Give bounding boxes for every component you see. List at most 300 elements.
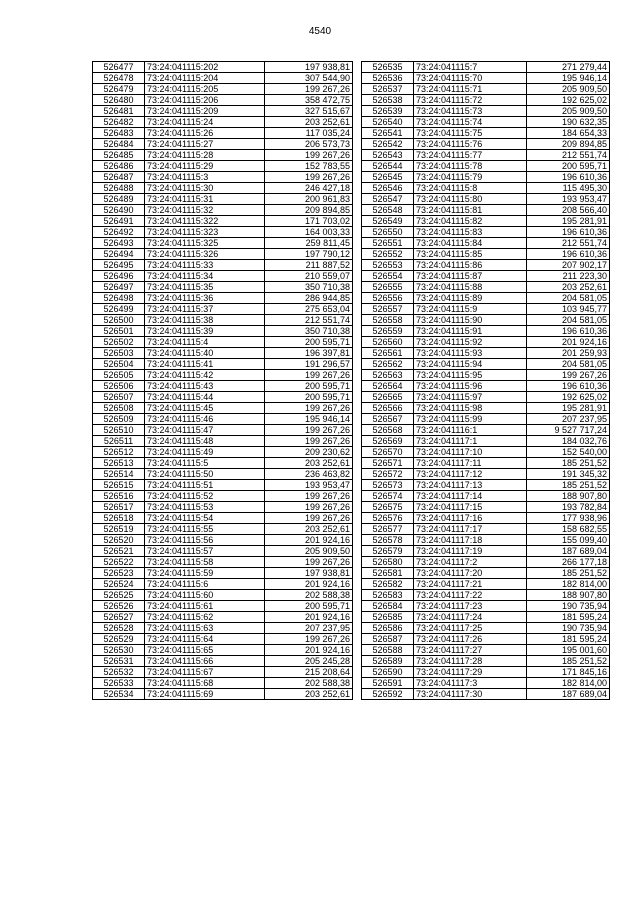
row-number-cell: 526485	[93, 150, 145, 161]
row-number-cell: 526562	[362, 359, 414, 370]
row-number-cell: 526517	[93, 502, 145, 513]
row-number-cell: 526508	[93, 403, 145, 414]
table-row	[93, 645, 353, 656]
value-cell: 195 946,14	[527, 73, 610, 84]
table-row	[93, 216, 353, 227]
value-cell: 211 887,52	[265, 260, 353, 271]
row-number-cell: 526477	[93, 62, 145, 73]
cadastral-number-cell: 73:24:041115:326	[145, 249, 265, 260]
value-cell: 203 252,61	[265, 689, 353, 700]
cadastral-number-cell: 73:24:041115:9	[414, 304, 527, 315]
table-row	[362, 513, 610, 524]
value-cell: 209 230,62	[265, 447, 353, 458]
row-number-cell: 526552	[362, 249, 414, 260]
cadastral-number-cell: 73:24:041115:99	[414, 414, 527, 425]
table-row	[93, 359, 353, 370]
table-row	[93, 150, 353, 161]
table-row	[362, 304, 610, 315]
row-number-cell: 526484	[93, 139, 145, 150]
row-number-cell: 526577	[362, 524, 414, 535]
row-number-cell: 526532	[93, 667, 145, 678]
table-row	[93, 414, 353, 425]
row-number-cell: 526535	[362, 62, 414, 73]
cadastral-number-cell: 73:24:041117:22	[414, 590, 527, 601]
row-number-cell: 526559	[362, 326, 414, 337]
cadastral-number-cell: 73:24:041115:57	[145, 546, 265, 557]
value-cell: 212 551,74	[527, 150, 610, 161]
value-cell: 199 267,26	[265, 403, 353, 414]
value-cell: 259 811,45	[265, 238, 353, 249]
table-row	[362, 370, 610, 381]
value-cell: 181 595,24	[527, 612, 610, 623]
table-row	[362, 227, 610, 238]
cadastral-number-cell: 73:24:041115:65	[145, 645, 265, 656]
row-number-cell: 526579	[362, 546, 414, 557]
value-cell: 193 953,47	[265, 480, 353, 491]
row-number-cell: 526545	[362, 172, 414, 183]
cadastral-number-cell: 73:24:041115:80	[414, 194, 527, 205]
table-row	[362, 414, 610, 425]
table-row	[93, 678, 353, 689]
value-cell: 210 559,07	[265, 271, 353, 282]
row-number-cell: 526482	[93, 117, 145, 128]
row-number-cell: 526498	[93, 293, 145, 304]
table-row	[93, 601, 353, 612]
cadastral-number-cell: 73:24:041117:23	[414, 601, 527, 612]
table-row	[93, 447, 353, 458]
row-number-cell: 526488	[93, 183, 145, 194]
table-row	[362, 645, 610, 656]
row-number-cell: 526491	[93, 216, 145, 227]
table-row	[362, 348, 610, 359]
row-number-cell: 526525	[93, 590, 145, 601]
value-cell: 203 252,61	[265, 524, 353, 535]
value-cell: 200 595,71	[265, 381, 353, 392]
table-row	[362, 128, 610, 139]
cadastral-number-cell: 73:24:041115:26	[145, 128, 265, 139]
cadastral-number-cell: 73:24:041115:70	[414, 73, 527, 84]
table-row	[362, 667, 610, 678]
table-row	[362, 238, 610, 249]
value-cell: 158 682,55	[527, 524, 610, 535]
table-row	[362, 260, 610, 271]
cadastral-number-cell: 73:24:041115:39	[145, 326, 265, 337]
value-cell: 211 223,30	[527, 271, 610, 282]
cadastral-number-cell: 73:24:041115:30	[145, 183, 265, 194]
value-cell: 196 397,81	[265, 348, 353, 359]
value-cell: 192 625,02	[527, 392, 610, 403]
row-number-cell: 526542	[362, 139, 414, 150]
table-row	[93, 249, 353, 260]
table-row	[362, 84, 610, 95]
table-row	[93, 546, 353, 557]
cadastral-number-cell: 73:24:041115:68	[145, 678, 265, 689]
row-number-cell: 526551	[362, 238, 414, 249]
value-cell: 199 267,26	[265, 436, 353, 447]
row-number-cell: 526583	[362, 590, 414, 601]
cadastral-number-cell: 73:24:041115:95	[414, 370, 527, 381]
cadastral-number-cell: 73:24:041115:67	[145, 667, 265, 678]
table-row	[93, 84, 353, 95]
table-row	[93, 491, 353, 502]
value-cell: 195 281,91	[527, 403, 610, 414]
cadastral-number-cell: 73:24:041117:20	[414, 568, 527, 579]
value-cell: 181 595,24	[527, 634, 610, 645]
row-number-cell: 526533	[93, 678, 145, 689]
value-cell: 115 495,30	[527, 183, 610, 194]
value-cell: 202 588,38	[265, 590, 353, 601]
row-number-cell: 526592	[362, 689, 414, 700]
table-row	[362, 106, 610, 117]
row-number-cell: 526581	[362, 568, 414, 579]
cadastral-number-cell: 73:24:041115:74	[414, 117, 527, 128]
value-cell: 196 610,36	[527, 326, 610, 337]
row-number-cell: 526504	[93, 359, 145, 370]
table-row	[93, 62, 353, 73]
value-cell: 191 345,32	[527, 469, 610, 480]
table-row	[362, 161, 610, 172]
cadastral-number-cell: 73:24:041115:77	[414, 150, 527, 161]
row-number-cell: 526585	[362, 612, 414, 623]
value-cell: 209 894,85	[527, 139, 610, 150]
value-cell: 117 035,24	[265, 128, 353, 139]
row-number-cell: 526558	[362, 315, 414, 326]
cadastral-number-cell: 73:24:041115:62	[145, 612, 265, 623]
row-number-cell: 526520	[93, 535, 145, 546]
row-number-cell: 526513	[93, 458, 145, 469]
table-row	[93, 568, 353, 579]
cadastral-number-cell: 73:24:041115:64	[145, 634, 265, 645]
row-number-cell: 526544	[362, 161, 414, 172]
cadastral-number-cell: 73:24:041117:25	[414, 623, 527, 634]
table-row	[362, 491, 610, 502]
value-cell: 208 566,40	[527, 205, 610, 216]
cadastral-number-cell: 73:24:041115:56	[145, 535, 265, 546]
row-number-cell: 526524	[93, 579, 145, 590]
value-cell: 199 267,26	[265, 172, 353, 183]
table-row	[362, 579, 610, 590]
table-row	[93, 689, 353, 700]
value-cell: 199 267,26	[265, 634, 353, 645]
row-number-cell: 526531	[93, 656, 145, 667]
row-number-cell: 526522	[93, 557, 145, 568]
value-cell: 266 177,18	[527, 557, 610, 568]
table-row	[93, 557, 353, 568]
cadastral-number-cell: 73:24:041115:59	[145, 568, 265, 579]
cadastral-number-cell: 73:24:041115:61	[145, 601, 265, 612]
value-cell: 201 924,16	[265, 535, 353, 546]
cadastral-number-cell: 73:24:041117:11	[414, 458, 527, 469]
cadastral-number-cell: 73:24:041115:75	[414, 128, 527, 139]
value-cell: 197 790,12	[265, 249, 353, 260]
row-number-cell: 526587	[362, 634, 414, 645]
row-number-cell: 526586	[362, 623, 414, 634]
cadastral-number-cell: 73:24:041115:91	[414, 326, 527, 337]
cadastral-number-cell: 73:24:041117:29	[414, 667, 527, 678]
cadastral-number-cell: 73:24:041117:27	[414, 645, 527, 656]
cadastral-number-cell: 73:24:041115:54	[145, 513, 265, 524]
value-cell: 196 610,36	[527, 172, 610, 183]
cadastral-number-cell: 73:24:041115:36	[145, 293, 265, 304]
table-row	[93, 238, 353, 249]
table-row	[362, 568, 610, 579]
table-row	[362, 480, 610, 491]
cadastral-number-cell: 73:24:041115:32	[145, 205, 265, 216]
row-number-cell: 526550	[362, 227, 414, 238]
table-row	[362, 612, 610, 623]
value-cell: 350 710,38	[265, 282, 353, 293]
cadastral-number-cell: 73:24:041115:85	[414, 249, 527, 260]
value-cell: 286 944,85	[265, 293, 353, 304]
row-number-cell: 526547	[362, 194, 414, 205]
row-number-cell: 526527	[93, 612, 145, 623]
cadastral-number-cell: 73:24:041115:88	[414, 282, 527, 293]
value-cell: 152 783,55	[265, 161, 353, 172]
table-row	[93, 612, 353, 623]
table-row	[362, 535, 610, 546]
value-cell: 196 610,36	[527, 381, 610, 392]
row-number-cell: 526505	[93, 370, 145, 381]
cadastral-number-cell: 73:24:041115:41	[145, 359, 265, 370]
row-number-cell: 526538	[362, 95, 414, 106]
table-row	[93, 469, 353, 480]
row-number-cell: 526537	[362, 84, 414, 95]
row-number-cell: 526496	[93, 271, 145, 282]
cadastral-number-cell: 73:24:041117:28	[414, 656, 527, 667]
table-row	[93, 502, 353, 513]
table-row	[93, 106, 353, 117]
table-row	[362, 392, 610, 403]
table-row	[93, 128, 353, 139]
table-row	[93, 667, 353, 678]
value-cell: 207 902,17	[527, 260, 610, 271]
page-number: 4540	[308, 26, 332, 37]
row-number-cell: 526563	[362, 370, 414, 381]
table-row	[362, 172, 610, 183]
value-cell: 184 654,33	[527, 128, 610, 139]
cadastral-number-cell: 73:24:041115:47	[145, 425, 265, 436]
value-cell: 206 573,73	[265, 139, 353, 150]
table-row	[362, 315, 610, 326]
cadastral-number-cell: 73:24:041117:13	[414, 480, 527, 491]
cadastral-number-cell: 73:24:041115:6	[145, 579, 265, 590]
table-row	[93, 403, 353, 414]
value-cell: 201 259,93	[527, 348, 610, 359]
value-cell: 350 710,38	[265, 326, 353, 337]
table-row	[93, 282, 353, 293]
table-row	[362, 678, 610, 689]
value-cell: 236 463,82	[265, 469, 353, 480]
row-number-cell: 526521	[93, 546, 145, 557]
row-number-cell: 526574	[362, 491, 414, 502]
table-row	[93, 436, 353, 447]
row-number-cell: 526534	[93, 689, 145, 700]
value-cell: 212 551,74	[265, 315, 353, 326]
cadastral-number-cell: 73:24:041117:16	[414, 513, 527, 524]
cadastral-number-cell: 73:24:041115:38	[145, 315, 265, 326]
cadastral-number-cell: 73:24:041115:46	[145, 414, 265, 425]
value-cell: 202 588,38	[265, 678, 353, 689]
cadastral-number-cell: 73:24:041117:14	[414, 491, 527, 502]
row-number-cell: 526518	[93, 513, 145, 524]
row-number-cell: 526557	[362, 304, 414, 315]
value-cell: 187 689,04	[527, 689, 610, 700]
row-number-cell: 526573	[362, 480, 414, 491]
row-number-cell: 526564	[362, 381, 414, 392]
table-row	[362, 139, 610, 150]
value-cell: 196 610,36	[527, 249, 610, 260]
row-number-cell: 526487	[93, 172, 145, 183]
row-number-cell: 526481	[93, 106, 145, 117]
table-row	[93, 260, 353, 271]
value-cell: 177 938,96	[527, 513, 610, 524]
cadastral-number-cell: 73:24:041115:78	[414, 161, 527, 172]
row-number-cell: 526580	[362, 557, 414, 568]
value-cell: 185 251,52	[527, 458, 610, 469]
row-number-cell: 526519	[93, 524, 145, 535]
table-row	[93, 326, 353, 337]
cadastral-number-cell: 73:24:041117:1	[414, 436, 527, 447]
value-cell: 199 267,26	[265, 557, 353, 568]
row-number-cell: 526512	[93, 447, 145, 458]
row-number-cell: 526523	[93, 568, 145, 579]
row-number-cell: 526494	[93, 249, 145, 260]
table-row	[93, 425, 353, 436]
value-cell: 196 610,36	[527, 227, 610, 238]
table-row	[93, 95, 353, 106]
table-row	[93, 205, 353, 216]
table-row	[93, 315, 353, 326]
value-cell: 155 099,40	[527, 535, 610, 546]
cadastral-number-cell: 73:24:041115:209	[145, 106, 265, 117]
value-cell: 201 924,16	[265, 612, 353, 623]
cadastral-number-cell: 73:24:041115:53	[145, 502, 265, 513]
table-row	[93, 513, 353, 524]
row-number-cell: 526479	[93, 84, 145, 95]
row-number-cell: 526493	[93, 238, 145, 249]
value-cell: 9 527 717,24	[527, 425, 610, 436]
row-number-cell: 526526	[93, 601, 145, 612]
cadastral-number-cell: 73:24:041115:28	[145, 150, 265, 161]
value-cell: 171 703,02	[265, 216, 353, 227]
row-number-cell: 526578	[362, 535, 414, 546]
cadastral-number-cell: 73:24:041115:29	[145, 161, 265, 172]
value-cell: 190 735,94	[527, 601, 610, 612]
row-number-cell: 526560	[362, 337, 414, 348]
value-cell: 191 296,57	[265, 359, 353, 370]
row-number-cell: 526480	[93, 95, 145, 106]
cadastral-number-cell: 73:24:041117:24	[414, 612, 527, 623]
table-row	[362, 590, 610, 601]
table-row	[93, 304, 353, 315]
cadastral-number-cell: 73:24:041116:1	[414, 425, 527, 436]
value-cell: 200 595,71	[265, 601, 353, 612]
cadastral-number-cell: 73:24:041115:89	[414, 293, 527, 304]
table-row	[93, 590, 353, 601]
table-row	[93, 172, 353, 183]
value-cell: 215 208,64	[265, 667, 353, 678]
cadastral-number-cell: 73:24:041115:206	[145, 95, 265, 106]
table-row	[362, 469, 610, 480]
row-number-cell: 526510	[93, 425, 145, 436]
row-number-cell: 526567	[362, 414, 414, 425]
cadastral-number-cell: 73:24:041115:63	[145, 623, 265, 634]
row-number-cell: 526566	[362, 403, 414, 414]
table-row	[93, 458, 353, 469]
table-row	[362, 73, 610, 84]
value-cell: 201 924,16	[265, 579, 353, 590]
table-row	[362, 425, 610, 436]
table-row	[362, 403, 610, 414]
table-row	[93, 579, 353, 590]
value-cell: 199 267,26	[527, 370, 610, 381]
table-row	[362, 249, 610, 260]
value-cell: 184 032,76	[527, 436, 610, 447]
table-row	[93, 183, 353, 194]
row-number-cell: 526568	[362, 425, 414, 436]
table-row	[362, 447, 610, 458]
row-number-cell: 526497	[93, 282, 145, 293]
table-row	[93, 623, 353, 634]
cadastral-number-cell: 73:24:041115:24	[145, 117, 265, 128]
row-number-cell: 526499	[93, 304, 145, 315]
row-number-cell: 526548	[362, 205, 414, 216]
row-number-cell: 526555	[362, 282, 414, 293]
cadastral-number-cell: 73:24:041115:7	[414, 62, 527, 73]
value-cell: 246 427,18	[265, 183, 353, 194]
row-number-cell: 526539	[362, 106, 414, 117]
row-number-cell: 526489	[93, 194, 145, 205]
value-cell: 207 237,95	[265, 623, 353, 634]
table-row	[362, 381, 610, 392]
cadastral-number-cell: 73:24:041115:205	[145, 84, 265, 95]
value-cell: 207 237,95	[527, 414, 610, 425]
cadastral-number-cell: 73:24:041117:30	[414, 689, 527, 700]
table-row	[93, 227, 353, 238]
table-row	[362, 458, 610, 469]
table-row	[93, 634, 353, 645]
row-number-cell: 526502	[93, 337, 145, 348]
value-cell: 201 924,16	[527, 337, 610, 348]
cadastral-number-cell: 73:24:041115:55	[145, 524, 265, 535]
cadastral-number-cell: 73:24:041117:26	[414, 634, 527, 645]
row-number-cell: 526500	[93, 315, 145, 326]
row-number-cell: 526554	[362, 271, 414, 282]
table-row	[362, 656, 610, 667]
row-number-cell: 526584	[362, 601, 414, 612]
cadastral-number-cell: 73:24:041115:73	[414, 106, 527, 117]
table-row	[93, 370, 353, 381]
table-row	[93, 271, 353, 282]
cadastral-number-cell: 73:24:041115:44	[145, 392, 265, 403]
value-cell: 187 689,04	[527, 546, 610, 557]
cadastral-number-cell: 73:24:041115:50	[145, 469, 265, 480]
row-number-cell: 526561	[362, 348, 414, 359]
value-cell: 204 581,05	[527, 315, 610, 326]
row-number-cell: 526495	[93, 260, 145, 271]
row-number-cell: 526492	[93, 227, 145, 238]
row-number-cell: 526506	[93, 381, 145, 392]
cadastral-number-cell: 73:24:041115:40	[145, 348, 265, 359]
table-row	[362, 337, 610, 348]
row-number-cell: 526570	[362, 447, 414, 458]
cadastral-number-cell: 73:24:041115:51	[145, 480, 265, 491]
table-row	[362, 436, 610, 447]
cadastral-number-cell: 73:24:041115:37	[145, 304, 265, 315]
table-row	[362, 95, 610, 106]
row-number-cell: 526541	[362, 128, 414, 139]
cadastral-number-cell: 73:24:041115:48	[145, 436, 265, 447]
